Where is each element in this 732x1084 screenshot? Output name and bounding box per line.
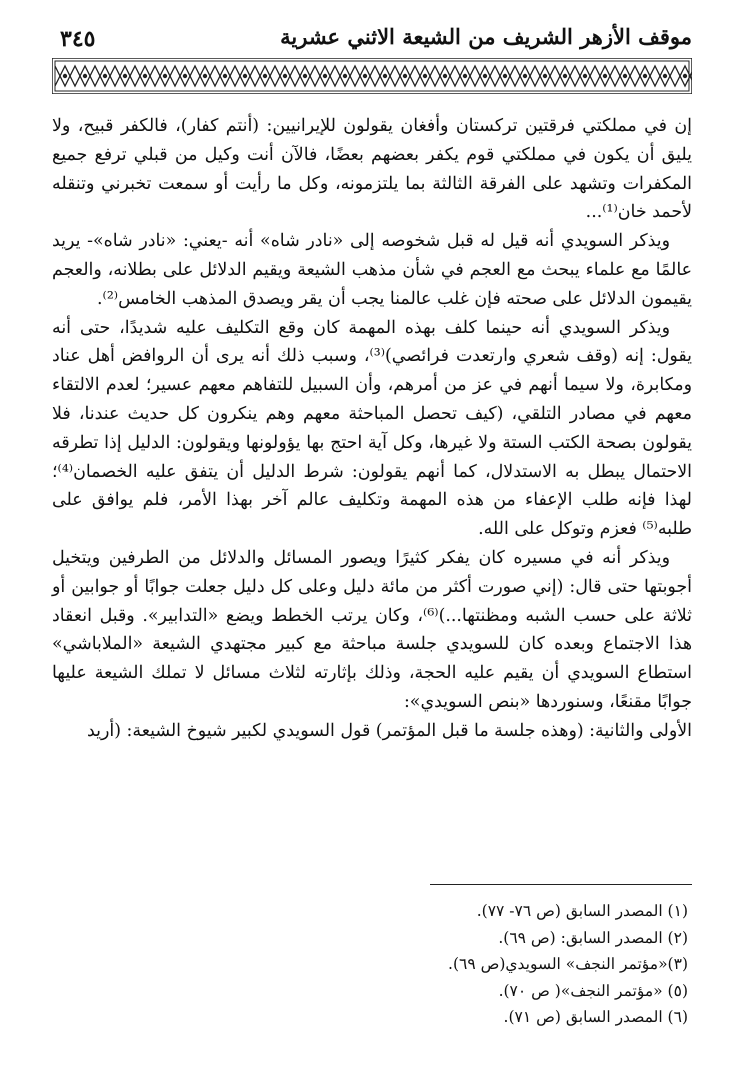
ornament-knot [283, 74, 287, 78]
ornamental-border [52, 58, 692, 94]
ornament-knot [83, 74, 87, 78]
ornament-knot [663, 74, 667, 78]
ornament-knot [423, 74, 427, 78]
paragraph: الأولى والثانية: (وهذه جلسة ما قبل المؤتمر) قول السويدي لكبير شيوخ الشيعة: (أريد [87, 720, 692, 741]
ornament-knot [343, 74, 347, 78]
body-text [52, 112, 692, 746]
footnote: (٢) المصدر السابق: (ص ٦٩). [498, 928, 688, 947]
ornament-knot [63, 74, 67, 78]
ornament-knot [603, 74, 607, 78]
ornament-knot [363, 74, 367, 78]
ornament-knot [403, 74, 407, 78]
paragraph: ويذكر السويدي أنه حينما كلف بهذه المهمة كان وقع التكليف عليه شديدًا، حتى أنه يقول: إنه (وقف شعري وارتعدت فرائصي)⁽³⁾، وسبب ذلك أنه يرى أن الروافض أهل عناد ومكابرة، ولا سيما أنهم في عز من أمرهم، وأن السبيل للتفاهم معهم عسير؛ لعدم الالتقاء معهم في مصادر التلقي، (كيف تحصل المباحثة معهم وهم ينكرون كل حديث عندنا، فلا يقولون بصحة الكتب الستة ولا غيرها، وكل آية احتج بها يؤولونها ويقولون: الدليل إذا تطرقه الاحتمال يبطل به الاستدلال، كما أنهم يقولون: شرط الدليل أن يتفق عليه الخصمان⁽⁴⁾؛ لهذا فإنه طلب الإعفاء من هذه المهمة وتكليف عالم آخر بهذا الأمر، فلم يوافق على طلبه⁽⁵⁾ فعزم وتوكل على الله. [52, 317, 692, 540]
running-title: موقف الأزهر الشريف من الشيعة الاثني عشرية [280, 24, 692, 49]
ornament-knot [563, 74, 567, 78]
ornament-knot [463, 74, 467, 78]
ornament-knot [103, 74, 107, 78]
page-number: ٣٤٥ [60, 26, 96, 52]
paragraph: إن في مملكتي فرقتين تركستان وأفغان يقولون للإيرانيين: (أنتم كفار)، فالكفر قبيح، ولا يليق أن يكون في مملكتي قوم يكفر بعضهم بعضًا، فالآن أنت وكيل من قبلي ترفع جميع المكفرات وتشهد على الفرقة الثالثة بما يلتزمونه، وكل ما رأيت أو سمعت تخبرني وتنقله لأحمد خان⁽¹⁾... [52, 116, 692, 223]
ornament-knot [483, 74, 487, 78]
ornament-knot [503, 74, 507, 78]
ornament-knot [443, 74, 447, 78]
paragraph: ويذكر السويدي أنه قيل له قبل شخوصه إلى «نادر شاه» أنه -يعني: «نادر شاه»- يريد عالمًا مع علماء يبحث مع العجم في شأن مذهب الشيعة ويقيم الدلائل على بطلانه، والعجم يقيمون الدلائل على صحته فإن غلب عالمنا يجب أن يقر ويصدق المذهب الخامس⁽²⁾. [52, 231, 692, 309]
ornament-knot [643, 74, 647, 78]
footnote: (٦) المصدر السابق (ص ٧١). [503, 1008, 688, 1026]
ornament-knot [323, 74, 327, 78]
footnote: (١) المصدر السابق (ص ٧٦- ٧٧). [476, 902, 688, 920]
ornament-knot [383, 74, 387, 78]
footnote: (٥) «مؤتمر النجف»( ص ٧٠). [498, 981, 688, 1000]
page-header [52, 22, 692, 56]
ornament-knot [143, 74, 147, 78]
ornament-knot [583, 74, 587, 78]
footnote: (٣)«مؤتمر النجف» السويدي(ص ٦٩). [448, 955, 688, 973]
ornament-knot [223, 74, 227, 78]
ornament-knot [523, 74, 527, 78]
footnotes [300, 898, 688, 1031]
ornament-knot [543, 74, 547, 78]
footnote-separator [430, 884, 692, 885]
ornament-knot [623, 74, 627, 78]
ornament-knot [263, 74, 267, 78]
ornament-knot [163, 74, 167, 78]
ornament-knot [123, 74, 127, 78]
paragraph: ويذكر أنه في مسيره كان يفكر كثيرًا ويصور المسائل والدلائل من الطرفين ويتخيل أجوبتها حتى قال: (إني صورت أكثر من مائة دليل وعلى كل دليل جعلت جوابًا أو جوابين أو ثلاثة على حسب الشبه ومظنتها...)⁽⁶⁾، وكان يرتب الخطط ويضع «التدابير». وقبل انعقاد هذا الاجتماع وبعده كان للسويدي جلسة مباحثة مع كبير مجتهدي الشيعة «الملاباشي» استطاع السويدي أن يقيم عليه الحجة، وذلك بإثارته لثلاث مسائل لا تملك الشيعة عليها جوابًا مقنعًا، وسنوردها «بنص السويدي»: [52, 547, 693, 712]
ornament-knot [683, 74, 687, 78]
ornament-knot [243, 74, 247, 78]
ornament-knot [183, 74, 187, 78]
ornament-knot [203, 74, 207, 78]
ornament-knot [303, 74, 307, 78]
